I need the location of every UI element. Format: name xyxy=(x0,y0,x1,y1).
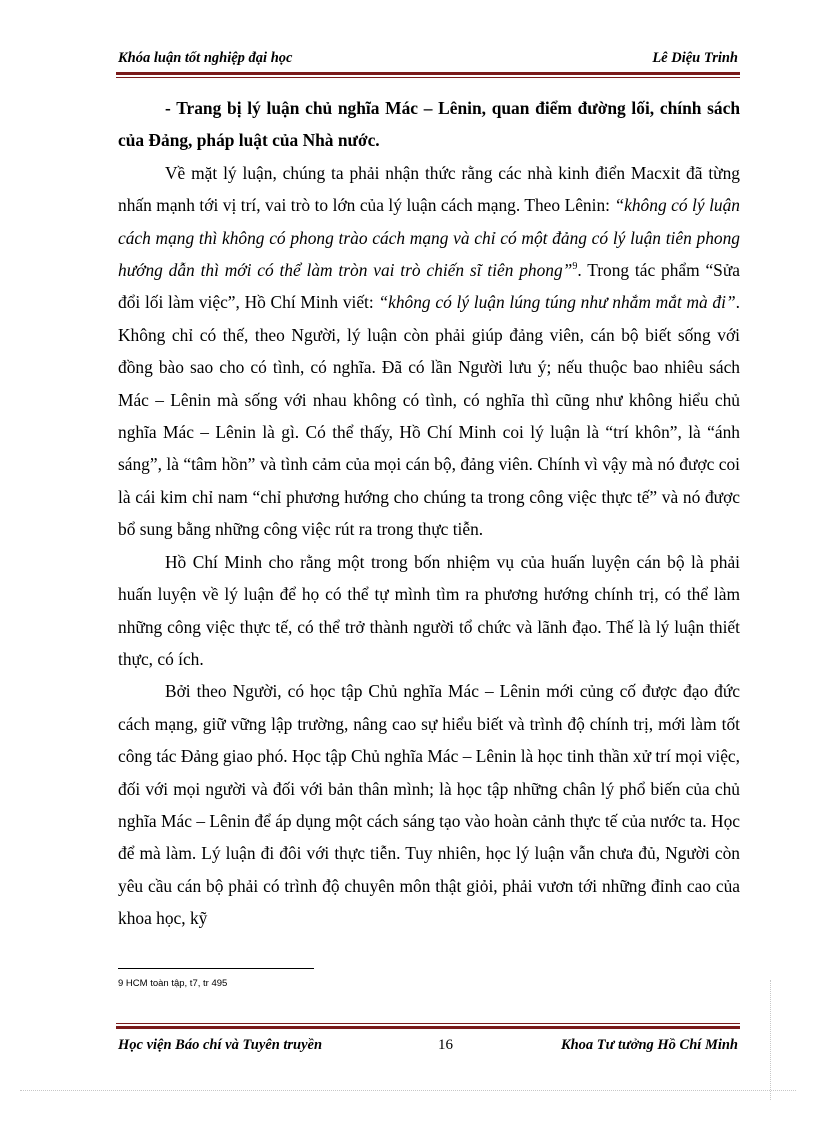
footnote-separator xyxy=(118,968,314,969)
paragraph-3: Bởi theo Người, có học tập Chủ nghĩa Mác – Lênin mới củng cố được đạo đức cách mạng, giữ vững lập trường, nâng cao sự hiểu biết và trình độ chính trị, mới làm tốt công tác Đảng giao phó. Học tập Chủ nghĩa Mác – Lênin là học tinh thần xử trí mọi việc, đối với mọi người và đối với bản thân mình; là học tập những chân lý phổ biến của chủ nghĩa Mác – Lênin để áp dụng một cách sáng tạo vào hoàn cảnh thực tế của nước ta. Học để mà làm. Lý luận đi đôi với thực tiễn. Tuy nhiên, học lý luận vẫn chưa đủ, Người còn yêu cầu cán bộ phải có trình độ chuyên môn thật giỏi, phải vươn tới những đỉnh cao của khoa học, kỹ xyxy=(118,681,740,929)
hcm-quote: “không có lý luận lúng túng như nhắm mắt mà đi” xyxy=(378,292,736,313)
paragraph-1-text-a: Về mặt lý luận, chúng ta phải nhận thức rằng các nhà kinh điển Macxit đã từng nhấn mạnh tới vị trí, vai trò to lớn của lý luận cách mạng. Theo Lênin: xyxy=(118,162,740,216)
footnote-marker: 9 xyxy=(572,261,578,273)
paragraph-1 xyxy=(118,157,740,546)
body-text xyxy=(118,92,740,935)
section-heading: - Trang bị lý luận chủ nghĩa Mác – Lênin, quan điểm đường lối, chính sách của Đảng, pháp luật của Nhà nước. xyxy=(118,98,740,151)
page-number: 16 xyxy=(438,1037,453,1053)
header-author: Lê Diệu Trinh xyxy=(652,50,738,66)
lenin-quote: “không có lý luận cách mạng thì không có phong trào cách mạng và chỉ có một đảng có lý luận tiên phong hướng dẫn thì mới có thể làm tròn vai trò chiến sĩ tiên phong” xyxy=(118,195,740,281)
crop-mark-horizontal xyxy=(20,1090,796,1091)
footer-institution: Học viện Báo chí và Tuyên truyền xyxy=(118,1037,323,1053)
paragraph-1-text-b: . Trong tác phẩm “Sửa đổi lối làm việc”, Hồ Chí Minh viết: xyxy=(118,260,740,313)
header-left-title: Khóa luận tốt nghiệp đại học xyxy=(118,50,293,66)
header-rule-thin xyxy=(116,77,740,78)
paragraph-2: Hồ Chí Minh cho rằng một trong bốn nhiệm vụ của huấn luyện cán bộ là phải huấn luyện về lý luận để họ có thể tự mình tìm ra phương hướng chính trị, có thể làm những công việc thực tế, có thể trở thành người tổ chức và lãnh đạo. Thế là lý luận thiết thực, có ích. xyxy=(118,551,740,669)
page-header xyxy=(118,50,738,70)
footer-rule-thin xyxy=(116,1023,740,1024)
crop-mark-vertical xyxy=(770,980,771,1100)
paragraph-1-text-c: . Không chỉ có thế, theo Người, lý luận còn phải giúp đảng viên, cán bộ biết sống với đồng bào sao cho có tình, có nghĩa. Đã có lần Người lưu ý; nếu thuộc bao nhiêu sách Mác – Lênin mà sống với nhau không có tình, có nghĩa thì cũng như không hiểu chủ nghĩa Mác – Lênin là gì. Có thể thấy, Hồ Chí Minh coi lý luận là “trí khôn”, là “ánh sáng”, là “tâm hồn” và tình cảm của mọi cán bộ, đảng viên. Chính vì vậy mà nó được coi là cái kim chỉ nam “chỉ phương hướng cho chúng ta trong công việc thực tế” và nó được bổ sung bằng những công việc rút ra trong thực tiễn. xyxy=(118,292,740,540)
footer-faculty: Khoa Tư tưởng Hồ Chí Minh xyxy=(560,1037,738,1053)
footnote: 9 HCM toàn tập, t7, tr 495 xyxy=(118,978,228,989)
page-footer xyxy=(118,1037,738,1057)
header-rule-thick xyxy=(116,72,740,75)
footer-rule-thick xyxy=(116,1026,740,1029)
